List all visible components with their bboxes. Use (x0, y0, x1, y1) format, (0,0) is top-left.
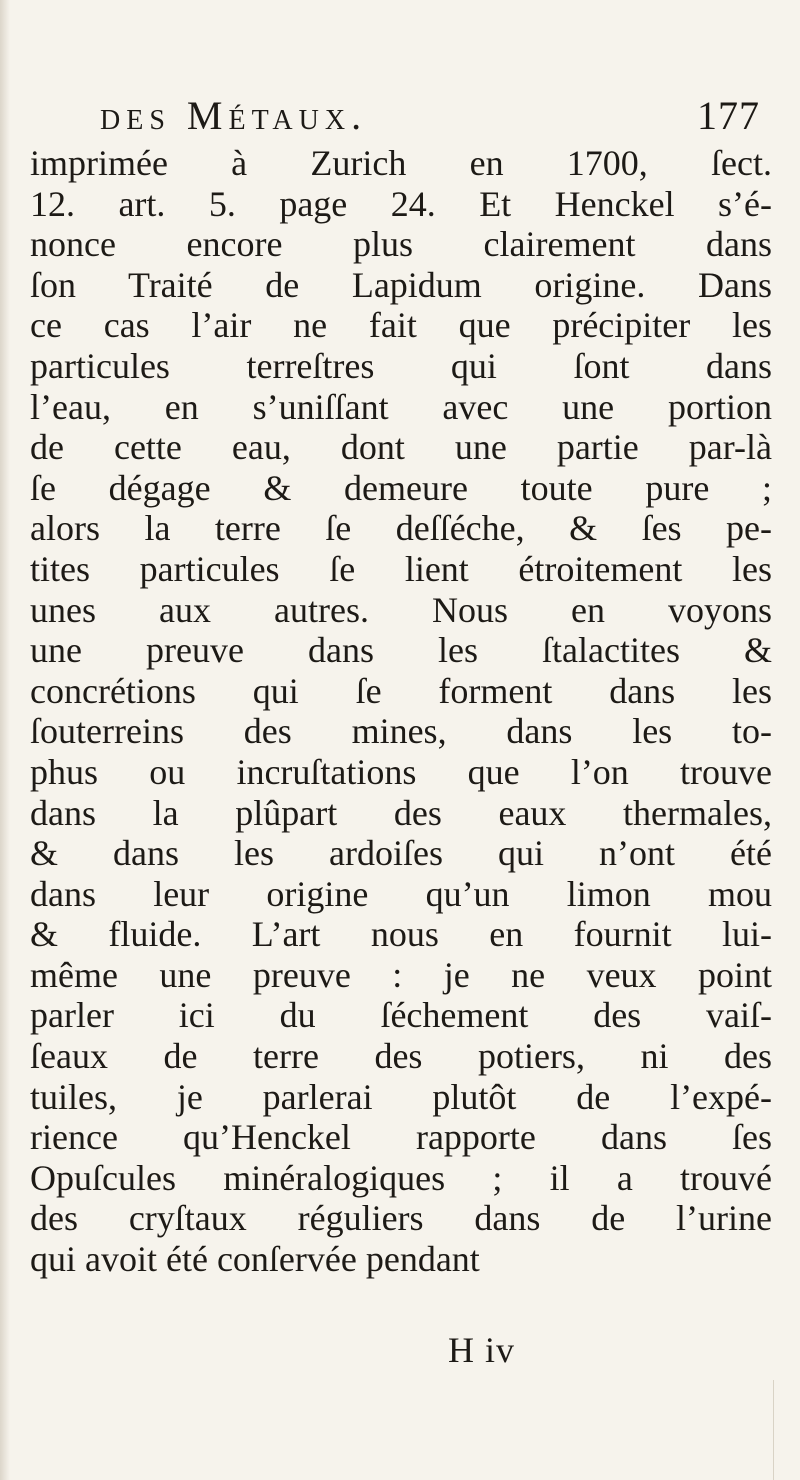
text-line: dans leur origine qu’un limon mou (30, 873, 772, 914)
page-edge-line (773, 1380, 774, 1480)
page-header (100, 88, 760, 148)
text-line: qui avoit été conſervée pendant (30, 1239, 480, 1280)
text-line: tites particules ſe lient étroitement les (30, 548, 772, 589)
text-line: & dans les ardoiſes qui n’ont été (30, 833, 772, 874)
text-line: une preuve dans les ſtalactites & (30, 630, 772, 671)
text-line: ſe dégage & demeure toute pure ; (30, 467, 772, 508)
text-line: parler ici du ſéchement des vaiſ- (30, 995, 772, 1036)
body-text (30, 143, 772, 1280)
text-line: même une preuve : je ne veux point (30, 954, 772, 995)
text-line: Opuſcules minéralogiques ; il a trouvé (30, 1157, 772, 1198)
text-line: phus ou incruſtations que l’on trouve (30, 751, 772, 792)
text-line: ce cas l’air ne fait que précipiter les (30, 305, 772, 346)
text-line: de cette eau, dont une partie par-là (30, 427, 772, 468)
text-line: l’eau, en s’uniſſant avec une portion (30, 386, 772, 427)
text-line: concrétions qui ſe forment dans les (30, 670, 772, 711)
text-line: nonce encore plus clairement dans (30, 224, 772, 265)
text-line: des cryſtaux réguliers dans de l’urine (30, 1198, 772, 1239)
text-line: & fluide. L’art nous en fournit lui- (30, 914, 772, 955)
text-line: ſeaux de terre des potiers, ni des (30, 1036, 772, 1077)
text-line: unes aux autres. Nous en voyons (30, 589, 772, 630)
text-line: dans la plûpart des eaux thermales, (30, 792, 772, 833)
text-line: imprimée à Zurich en 1700, ſect. (30, 143, 772, 183)
text-line: 12. art. 5. page 24. Et Henckel s’é- (30, 183, 772, 224)
page-gutter-shadow (0, 0, 10, 1480)
text-line: ſon Traité de Lapidum origine. Dans (30, 264, 772, 305)
text-line: rience qu’Henckel rapporte dans ſes (30, 1117, 772, 1158)
running-title: des Métaux. (100, 93, 368, 138)
page-number: 177 (697, 93, 760, 138)
text-line: particules terreſtres qui ſont dans (30, 345, 772, 386)
text-line: alors la terre ſe deſſéche, & ſes pe- (30, 508, 772, 549)
signature-mark: H iv (448, 1330, 515, 1370)
text-line: ſouterreins des mines, dans les to- (30, 711, 772, 752)
text-line: tuiles, je parlerai plutôt de l’expé- (30, 1076, 772, 1117)
